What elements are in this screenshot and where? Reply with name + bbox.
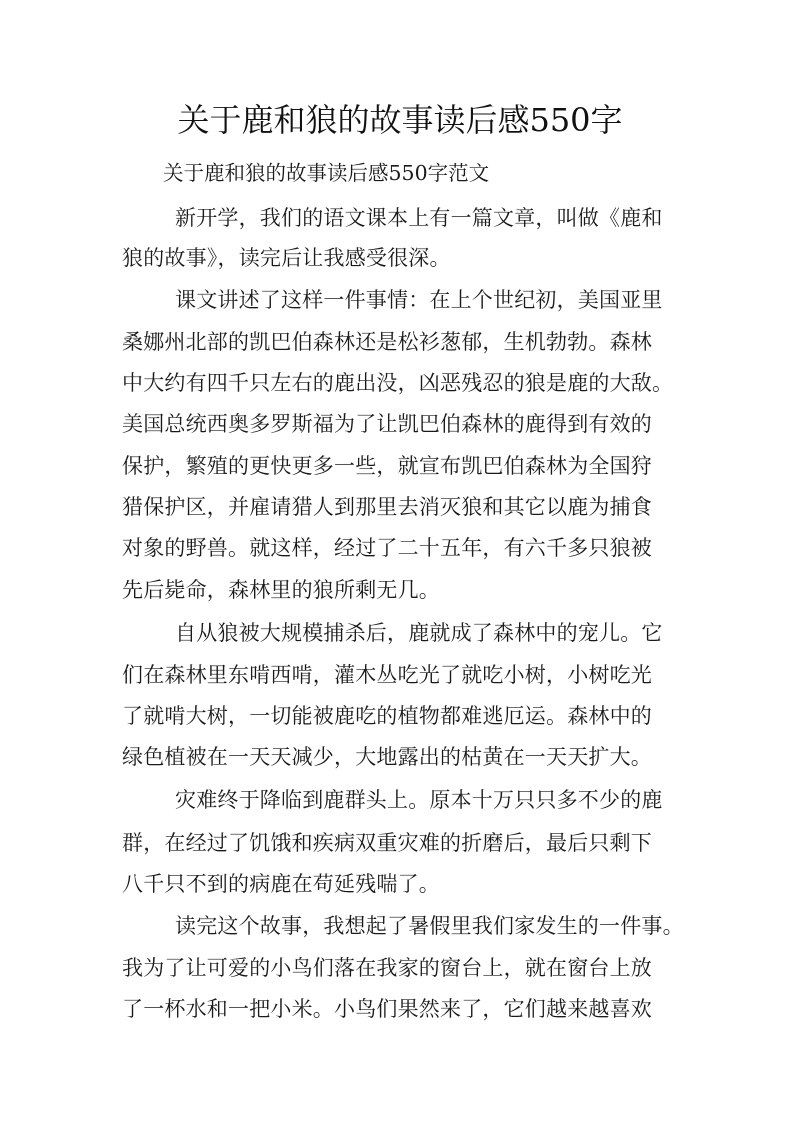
document-subtitle: 关于鹿和狼的故事读后感550字范文 [163, 161, 490, 185]
paragraph-line: 绿色植被在一天天减少，大地露出的枯黄在一天天扩大。 [122, 745, 652, 769]
document-title: 关于鹿和狼的故事读后感550字 [177, 101, 623, 139]
paragraph-line: 保护，繁殖的更快更多一些，就宣布凯巴伯森林为全国狩 [122, 454, 652, 478]
paragraph-line: 狼的故事》，读完后让我感受很深。 [122, 246, 451, 270]
paragraph-line: 新开学，我们的语文课本上有一篇文章，叫做《鹿和 [175, 206, 663, 230]
paragraph-line: 灾难终于降临到鹿群头上。原本十万只只多不少的鹿 [175, 788, 663, 812]
paragraph-line: 八千只不到的病鹿在苟延残喘了。 [122, 872, 440, 896]
paragraph-line: 猎保护区，并雇请猎人到那里去消灭狼和其它以鹿为捕食 [122, 495, 652, 519]
paragraph-line: 桑娜州北部的凯巴伯森林还是松衫葱郁，生机勃勃。森林 [122, 330, 652, 354]
paragraph-line: 读完这个故事，我想起了暑假里我们家发生的一件事。 [175, 914, 684, 938]
paragraph-line: 课文讲述了这样一件事情：在上个世纪初，美国亚里 [175, 288, 663, 312]
paragraph-line: 自从狼被大规模捕杀后，鹿就成了森林中的宠儿。它 [175, 621, 663, 645]
paragraph-line: 先后毙命，森林里的狼所剩无几。 [122, 578, 440, 602]
paragraph-line: 中大约有四千只左右的鹿出没，凶恶残忍的狼是鹿的大敌。 [122, 371, 674, 395]
paragraph-line: 我为了让可爱的小鸟们落在我家的窗台上，就在窗台上放 [122, 956, 652, 980]
paragraph-line: 了就啃大树，一切能被鹿吃的植物都难逃厄运。森林中的 [122, 704, 652, 728]
paragraph-line: 美国总统西奥多罗斯福为了让凯巴伯森林的鹿得到有效的 [122, 412, 652, 436]
paragraph-line: 了一杯水和一把小米。小鸟们果然来了，它们越来越喜欢 [122, 997, 652, 1021]
paragraph-line: 群，在经过了饥饿和疾病双重灾难的折磨后，最后只剩下 [122, 831, 652, 855]
paragraph-line: 对象的野兽。就这样，经过了二十五年，有六千多只狼被 [122, 536, 652, 560]
paragraph-line: 们在森林里东啃西啃，灌木丛吃光了就吃小树，小树吃光 [122, 663, 652, 687]
